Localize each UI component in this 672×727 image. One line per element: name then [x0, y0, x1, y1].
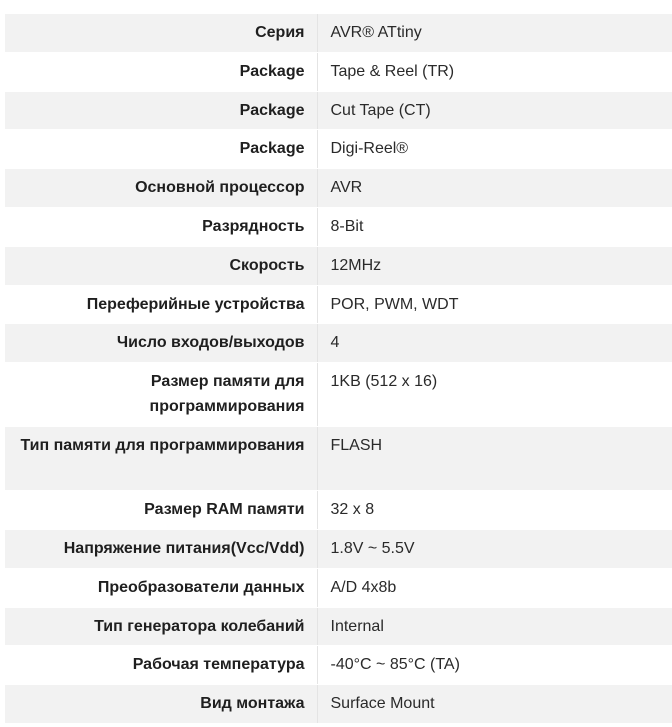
spec-label: Основной процессор — [5, 169, 317, 208]
spec-row-package-tr — [5, 52, 672, 91]
spec-row-data-converters — [5, 568, 672, 607]
spec-label: Разрядность — [5, 207, 317, 246]
spec-row-oscillator-type — [5, 607, 672, 646]
spec-value: 1KB (512 x 16) — [317, 363, 672, 427]
spec-value: AVR® ATtiny — [317, 14, 672, 52]
spec-row-speed — [5, 246, 672, 285]
spec-row-package-digireel — [5, 130, 672, 169]
spec-value: A/D 4x8b — [317, 568, 672, 607]
spec-label: Преобразователи данных — [5, 568, 317, 607]
spec-value: 4 — [317, 324, 672, 363]
spec-row-peripherals — [5, 285, 672, 324]
spec-row-core-processor — [5, 169, 672, 208]
spec-label: Скорость — [5, 246, 317, 285]
spec-value: 12MHz — [317, 246, 672, 285]
spec-value: 1.8V ~ 5.5V — [317, 529, 672, 568]
spec-row-package-ct — [5, 91, 672, 130]
spec-value: Surface Mount — [317, 685, 672, 724]
spec-label: Напряжение питания(Vcc/Vdd) — [5, 529, 317, 568]
spec-value: -40°C ~ 85°C (TA) — [317, 646, 672, 685]
spec-label: Тип памяти для программирования — [5, 427, 317, 491]
spec-value: Digi-Reel® — [317, 130, 672, 169]
spec-value: FLASH — [317, 427, 672, 491]
spec-value: 32 x 8 — [317, 491, 672, 530]
spec-label: Тип генератора колебаний — [5, 607, 317, 646]
spec-label: Число входов/выходов — [5, 324, 317, 363]
spec-row-supply-voltage — [5, 529, 672, 568]
spec-label: Рабочая температура — [5, 646, 317, 685]
spec-value: Cut Tape (CT) — [317, 91, 672, 130]
spec-row-io-count — [5, 324, 672, 363]
spec-label: Вид монтажа — [5, 685, 317, 724]
spec-value: Tape & Reel (TR) — [317, 52, 672, 91]
spec-row-core-size — [5, 207, 672, 246]
spec-row-series — [5, 14, 672, 52]
spec-row-program-memory-size — [5, 363, 672, 427]
specifications-table — [5, 14, 672, 724]
spec-row-mounting-type — [5, 685, 672, 724]
spec-label: Серия — [5, 14, 317, 52]
spec-label: Package — [5, 91, 317, 130]
spec-label: Размер RAM памяти — [5, 491, 317, 530]
spec-label: Package — [5, 52, 317, 91]
spec-value: POR, PWM, WDT — [317, 285, 672, 324]
spec-label: Package — [5, 130, 317, 169]
spec-value: Internal — [317, 607, 672, 646]
spec-label: Размер памяти для программирования — [5, 363, 317, 427]
spec-row-ram-size — [5, 491, 672, 530]
spec-row-program-memory-type — [5, 427, 672, 491]
spec-label: Переферийные устройства — [5, 285, 317, 324]
spec-value: AVR — [317, 169, 672, 208]
spec-value: 8-Bit — [317, 207, 672, 246]
spec-row-operating-temperature — [5, 646, 672, 685]
